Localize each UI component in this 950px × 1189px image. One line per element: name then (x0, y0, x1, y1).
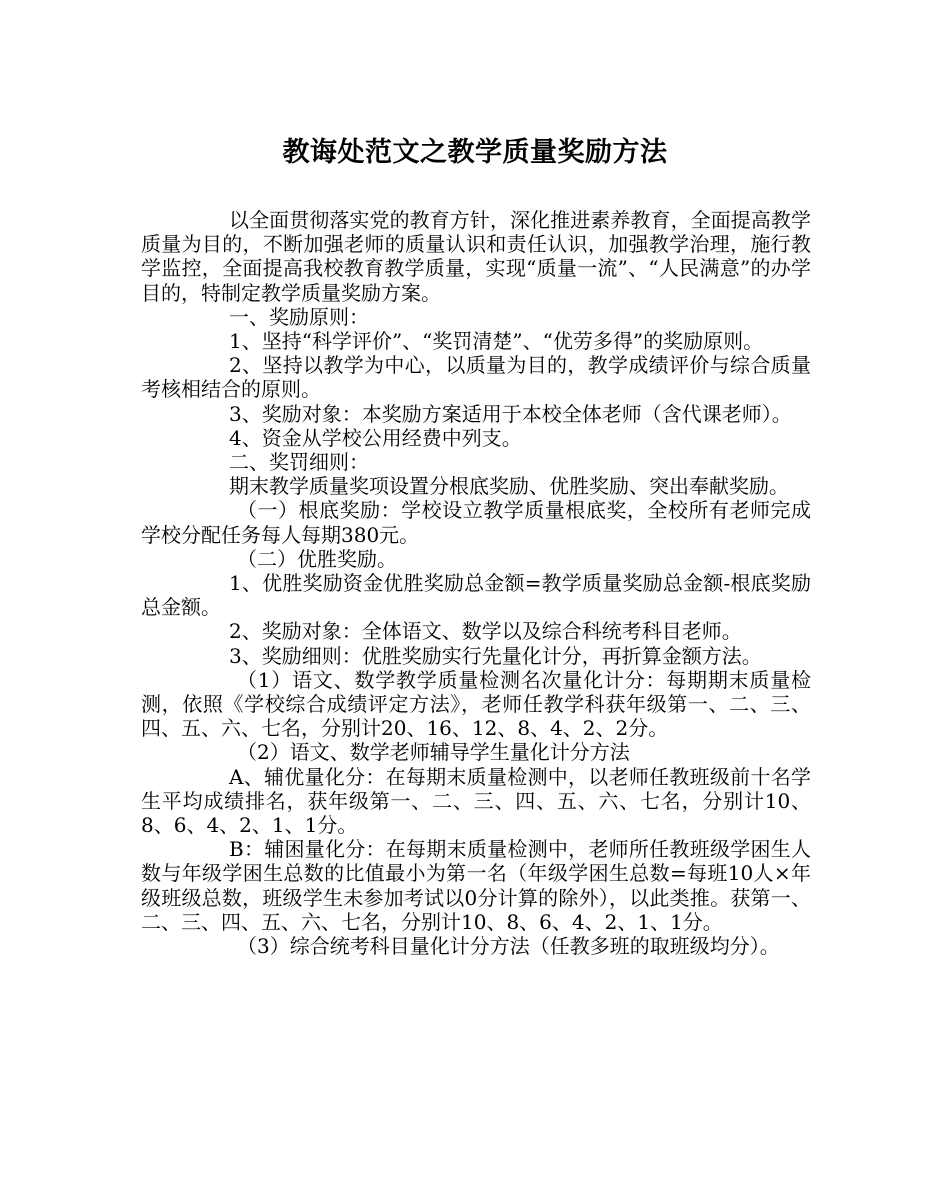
paragraph-ranking-score: （1）语文、数学教学质量检测名次量化计分：每期期末质量检测，依照《学校综合成绩评定方法》，老师任教学科获年级第一、二、三、四、五、六、七名，分别计20、16、12、8、4、2、2分。 (141, 667, 811, 741)
paragraph-principle-3: 3、奖励对象：本奖励方案适用于本校全体老师（含代课老师）。 (229, 401, 792, 426)
paragraph-principle-1: 1、坚持“科学评价”、“奖罚清楚”、“优劳多得”的奖励原则。 (229, 329, 764, 354)
paragraph-tutoring-heading: （2）语文、数学老师辅导学生量化计分方法 (237, 740, 630, 765)
paragraph-comprehensive: （3）综合统考科目量化计分方法（任教多班的取班级均分）。 (237, 934, 780, 959)
paragraph-principle-4: 4、资金从学校公用经费中列支。 (229, 425, 522, 450)
document-title: 教诲处范文之教学质量奖励方法 (282, 137, 668, 168)
paragraph-tutoring-b: B：辅困量化分：在每期末质量检测中，老师所任教班级学困生人数与年级学困生总数的比值最小为第一名（年级学困生总数=每班10人×年级班级总数，班级学生未参加考试以0分计算的除外），以此类推。获第一、二、三、四、五、六、七名，分别计10、8、6、4、2、1、1分。 (141, 837, 811, 934)
section-heading-rules: 二、奖罚细则： (229, 450, 369, 475)
section-heading-principles: 一、奖励原则： (229, 304, 369, 329)
paragraph-basic-award: （一）根底奖励：学校设立教学质量根底奖，全校所有老师完成学校分配任务每人每期380元。 (141, 498, 811, 547)
section-heading-excellence: （二）优胜奖励。 (237, 546, 397, 571)
paragraph-excellence-2: 2、奖励对象：全体语文、数学以及综合科统考科目老师。 (229, 619, 742, 644)
paragraph-principle-2: 2、坚持以教学为中心，以质量为目的，教学成绩评价与综合质量考核相结合的原则。 (141, 353, 811, 402)
document-body (141, 208, 811, 958)
paragraph-intro: 以全面贯彻落实党的教育方针，深化推进素养教育，全面提高教学质量为目的，不断加强老师的质量认识和责任认识，加强教学治理，施行教学监控，全面提高我校教育教学质量，实现“质量一流”、“人民满意”的办学目的，特制定教学质量奖励方案。 (141, 208, 811, 305)
paragraph-excellence-1: 1、优胜奖励资金优胜奖励总金额=教学质量奖励总金额-根底奖励总金额。 (141, 571, 811, 620)
paragraph-excellence-3: 3、奖励细则：优胜奖励实行先量化计分，再折算金额方法。 (229, 643, 762, 668)
paragraph-award-types: 期末教学质量奖项设置分根底奖励、优胜奖励、突出奉献奖励。 (229, 474, 789, 499)
paragraph-tutoring-a: A、辅优量化分：在每期末质量检测中，以老师任教班级前十名学生平均成绩排名，获年级第一、二、三、四、五、六、七名，分别计10、8、6、4、2、1、1分。 (141, 764, 811, 838)
